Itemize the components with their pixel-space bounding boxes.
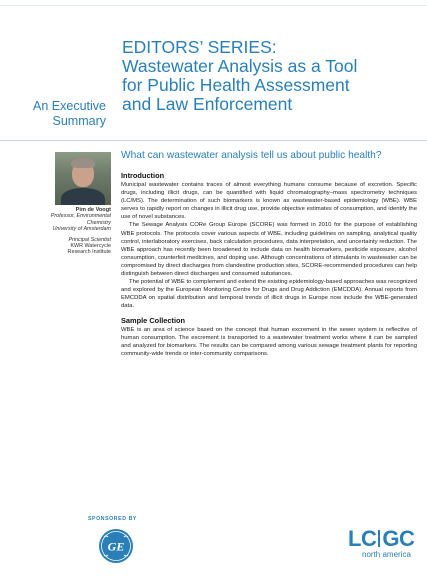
introduction-paragraph-3: The potential of WBE to complement and extend the existing epidemiology-based approaches was recognized and explored by the European Monitoring Centre for Drugs and Drug Addiction (EMCDDA). Annual reports from EMCDDA on spatial distribution and temporal trends of illicit drugs in Europe now include the WBE-generated data. [121, 279, 417, 310]
title-line-3: and Law Enforcement [122, 94, 293, 114]
sample-collection-heading: Sample Collection [121, 315, 186, 325]
ge-monogram-letters: GE [107, 539, 125, 554]
sponsored-by-label: SPONSORED BY [88, 516, 137, 522]
author-photo-shoulders [61, 188, 105, 205]
series-title [122, 38, 417, 114]
author-role-1-line-1: Professor, Environmental [50, 213, 111, 220]
lcgc-right: GC [382, 526, 415, 551]
side-label-line-1: An Executive [33, 99, 106, 113]
ge-monogram-icon [98, 528, 134, 564]
introduction-paragraph-1: Municipal wastewater contains traces of almost everything humans consume because of excretion. Specific drugs, including illicit drugs, can be quantified with liquid chromatography–mass spectrometry techniques (LC/MS). The determination of such biomarkers is known as wastewater-based epidemiology (WBE). WBE serves to rapidly report on changes in illicit drug use, provide objective estimates of consumption, and identify the use of novel substances. [121, 182, 417, 221]
lcgc-logo [348, 528, 414, 568]
side-label-line-2: Summary [52, 114, 106, 128]
title-line-2: for Public Health Assessment [122, 75, 350, 95]
header-divider [0, 140, 427, 141]
introduction-paragraph-2: The Sewage Analysis CORe Group Europe (SCORE) was formed in 2010 for the purpose of establishing WBE protocols. The protocols cover various aspects of WBE, including guidelines on sampling, analytical quality control, interlaboratory exercises, back calculation procedures, data interpretation, and uncertainty reduction. The WBE approach has recently been broadened to include data on health biomarkers, pesticide exposure, alcohol consumption, counterfeit medicines, and doping use. Although concentrations of stimulants in wastewater can be compromised by direct discharges from clandestine production sites, SCORE-recommended procedures can help distinguish between direct discharges and consumed substances. [121, 222, 417, 278]
author-role-1-line-3: University of Amsterdam [52, 226, 111, 233]
author-role-2-line-3: Research Institute [67, 249, 111, 256]
sample-collection-paragraph: WBE is an area of science based on the concept that human excrement in the sewer system is reflective of human consumption. The excrement is transported to a wastewater treatment works where it can be sampled and analyzed for biomarkers. The results can be compared among various sewage treatment plants for reporting community-wide trends or inter-community comparisons. [121, 326, 417, 357]
lcgc-divider-bar [378, 530, 380, 547]
executive-summary-label [14, 99, 106, 129]
lcgc-subtitle: north america [362, 550, 411, 559]
author-role-2-line-1: Principal Scientist [68, 236, 111, 243]
title-line-1: Wastewater Analysis as a Tool [122, 56, 358, 76]
lcgc-wordmark [348, 528, 414, 550]
author-photo-hair [71, 158, 95, 168]
author-caption [20, 207, 111, 256]
lcgc-left: LC [348, 526, 377, 551]
top-rule [0, 0, 427, 6]
article-body [121, 171, 417, 358]
author-photo [55, 152, 111, 205]
series-label: EDITORS’ SERIES: [122, 37, 277, 57]
author-role-1-line-2: Chemistry [86, 219, 111, 226]
author-name: Pim de Voogt [75, 207, 111, 213]
lead-question: What can wastewater analysis tell us about public health? [121, 150, 382, 161]
author-role-2-line-2: KWR Watercycle [70, 243, 111, 250]
introduction-heading: Introduction [121, 171, 165, 180]
